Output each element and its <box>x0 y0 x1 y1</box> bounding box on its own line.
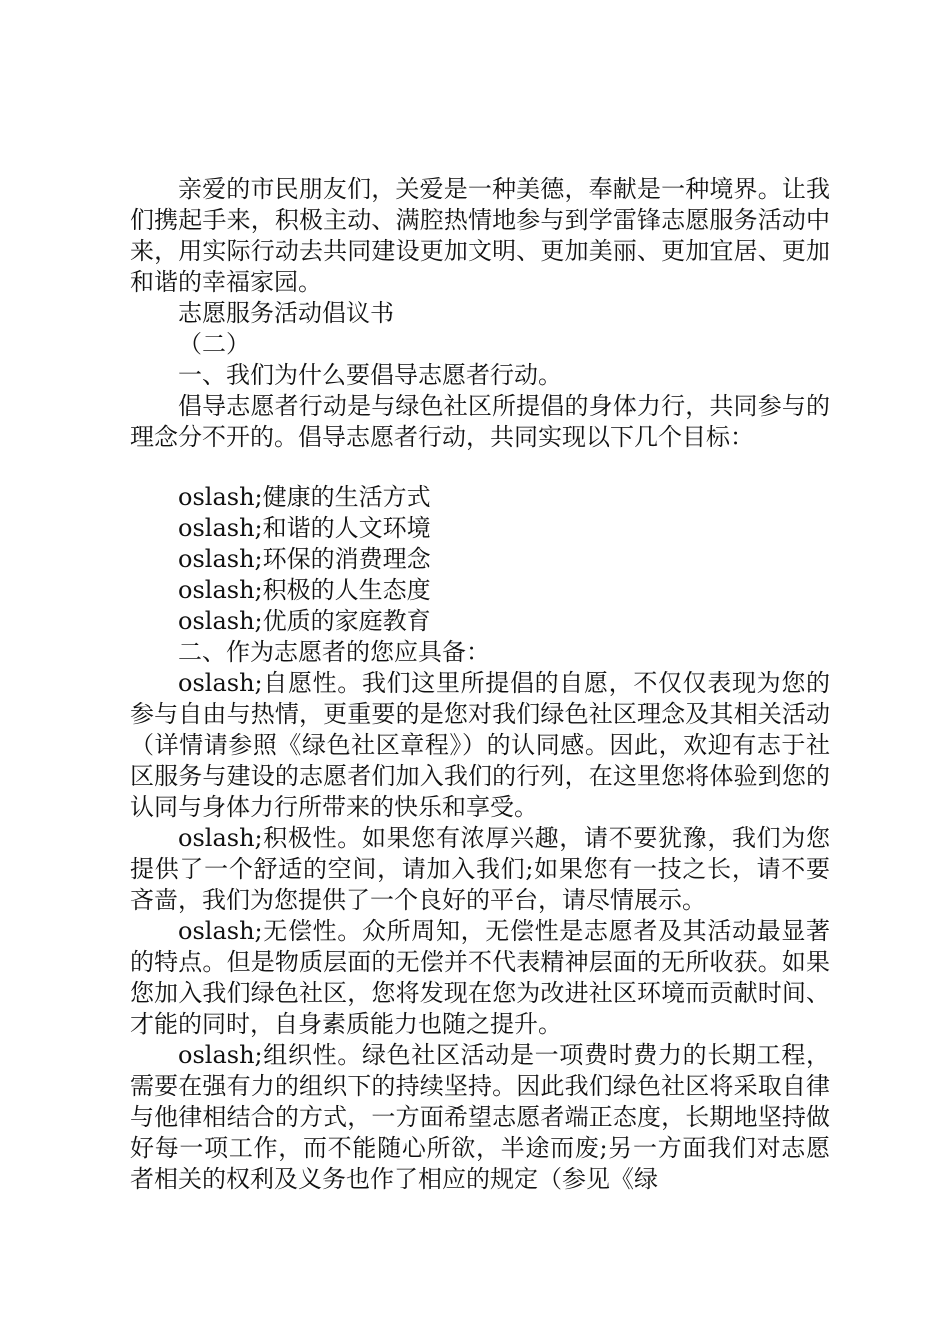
voluntary-paragraph: oslash;自愿性。我们这里所提倡的自愿，不仅仅表现为您的参与自由与热情，更重要的是您对我们绿色社区理念及其相关活动（详情请参照《绿色社区章程》）的认同感。因此，欢迎有志于社区服务与建设的志愿者们加入我们的行列，在这里您将体验到您的认同与身体力行所带来的快乐和享受。 <box>130 669 830 821</box>
goal-item: oslash;和谐的人文环境 <box>178 514 431 542</box>
list-spacer <box>130 453 830 482</box>
goal-item: oslash;优质的家庭教育 <box>178 607 431 635</box>
section1-body: 倡导志愿者行动是与绿色社区所提倡的身体力行，共同参与的理念分不开的。倡导志愿者行动，共同实现以下几个目标： <box>130 392 830 451</box>
part-label: （二） <box>178 330 250 358</box>
goal-item: oslash;环保的消费理念 <box>178 545 431 573</box>
document-title: 志愿服务活动倡议书 <box>178 299 394 327</box>
active-paragraph: oslash;积极性。如果您有浓厚兴趣，请不要犹豫，我们为您提供了一个舒适的空间，请加入我们;如果您有一技之长，请不要吝啬，我们为您提供了一个良好的平台，请尽情展示。 <box>130 824 830 914</box>
section1-heading: 一、我们为什么要倡导志愿者行动。 <box>178 361 562 389</box>
goal-item: oslash;积极的人生态度 <box>178 576 431 604</box>
section2-heading: 二、作为志愿者的您应具备： <box>178 638 490 666</box>
organized-paragraph: oslash;组织性。绿色社区活动是一项费时费力的长期工程，需要在强有力的组织下的持续坚持。因此我们绿色社区将采取自律与他律相结合的方式，一方面希望志愿者端正态度，长期地坚持做好每一项工作，而不能随心所欲，半途而废;另一方面我们对志愿者相关的权利及义务也作了相应的规定（参见《绿 <box>130 1041 830 1193</box>
intro-paragraph: 亲爱的市民朋友们，关爱是一种美德，奉献是一种境界。让我们携起手来，积极主动、满腔热情地参与到学雷锋志愿服务活动中来，用实际行动去共同建设更加文明、更加美丽、更加宜居、更加和谐的幸福家园。 <box>130 175 830 296</box>
document-body <box>130 174 830 1195</box>
goal-item: oslash;健康的生活方式 <box>178 483 431 511</box>
unpaid-paragraph: oslash;无偿性。众所周知，无偿性是志愿者及其活动最显著的特点。但是物质层面的无偿并不代表精神层面的无所收获。如果您加入我们绿色社区，您将发现在您为改进社区环境而贡献时间、才能的同时，自身素质能力也随之提升。 <box>130 917 830 1038</box>
